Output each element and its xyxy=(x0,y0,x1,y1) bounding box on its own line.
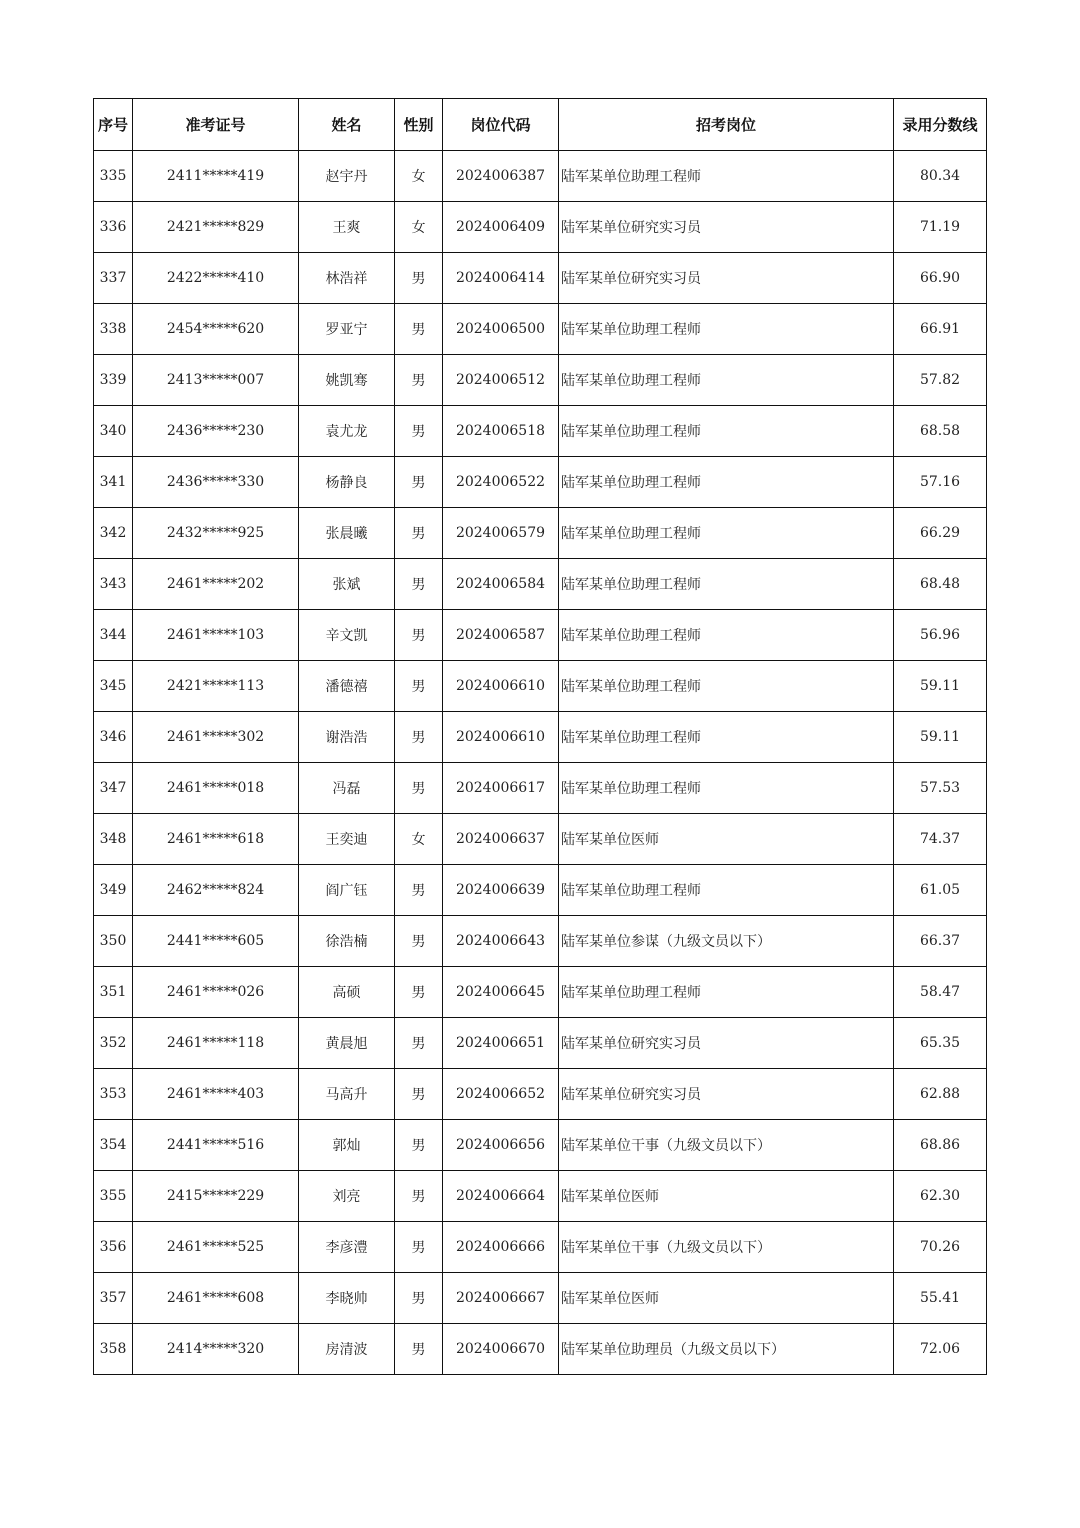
cell-gender: 男 xyxy=(395,1120,443,1171)
cell-post: 陆军某单位助理工程师 xyxy=(559,508,894,559)
cell-gender: 男 xyxy=(395,559,443,610)
cell-post-code: 2024006522 xyxy=(443,457,559,508)
cell-score: 55.41 xyxy=(894,1273,987,1324)
table-row xyxy=(94,1324,987,1375)
cell-exam-id: 2454*****620 xyxy=(133,304,299,355)
cell-post: 陆军某单位研究实习员 xyxy=(559,253,894,304)
cell-post: 陆军某单位助理工程师 xyxy=(559,661,894,712)
table-row xyxy=(94,712,987,763)
cell-name: 张晨曦 xyxy=(299,508,395,559)
cell-gender: 男 xyxy=(395,967,443,1018)
cell-score: 70.26 xyxy=(894,1222,987,1273)
table-row xyxy=(94,865,987,916)
cell-exam-id: 2441*****605 xyxy=(133,916,299,967)
cell-score: 68.48 xyxy=(894,559,987,610)
cell-gender: 男 xyxy=(395,1018,443,1069)
header-name: 姓名 xyxy=(299,99,395,151)
cell-post-code: 2024006652 xyxy=(443,1069,559,1120)
cell-name: 王奕迪 xyxy=(299,814,395,865)
cell-serial: 351 xyxy=(94,967,133,1018)
cell-post-code: 2024006500 xyxy=(443,304,559,355)
cell-gender: 男 xyxy=(395,406,443,457)
cell-exam-id: 2415*****229 xyxy=(133,1171,299,1222)
table-row xyxy=(94,457,987,508)
cell-serial: 340 xyxy=(94,406,133,457)
cell-gender: 男 xyxy=(395,763,443,814)
cell-post: 陆军某单位助理工程师 xyxy=(559,967,894,1018)
cell-score: 68.58 xyxy=(894,406,987,457)
cell-name: 刘亮 xyxy=(299,1171,395,1222)
cell-gender: 女 xyxy=(395,202,443,253)
cell-post: 陆军某单位助理工程师 xyxy=(559,865,894,916)
cell-score: 72.06 xyxy=(894,1324,987,1375)
cell-post: 陆军某单位助理工程师 xyxy=(559,712,894,763)
cell-name: 赵宇丹 xyxy=(299,151,395,202)
cell-serial: 338 xyxy=(94,304,133,355)
cell-exam-id: 2461*****103 xyxy=(133,610,299,661)
cell-post-code: 2024006637 xyxy=(443,814,559,865)
cell-name: 姚凯骞 xyxy=(299,355,395,406)
table-row xyxy=(94,253,987,304)
cell-post: 陆军某单位助理工程师 xyxy=(559,406,894,457)
cell-gender: 女 xyxy=(395,814,443,865)
cell-serial: 355 xyxy=(94,1171,133,1222)
cell-gender: 男 xyxy=(395,712,443,763)
table-row xyxy=(94,610,987,661)
table-row xyxy=(94,661,987,712)
cell-score: 56.96 xyxy=(894,610,987,661)
cell-post: 陆军某单位医师 xyxy=(559,814,894,865)
cell-gender: 男 xyxy=(395,355,443,406)
cell-exam-id: 2414*****320 xyxy=(133,1324,299,1375)
cell-post-code: 2024006587 xyxy=(443,610,559,661)
cell-exam-id: 2436*****330 xyxy=(133,457,299,508)
table-row xyxy=(94,763,987,814)
cell-serial: 335 xyxy=(94,151,133,202)
cell-serial: 341 xyxy=(94,457,133,508)
table-row xyxy=(94,1120,987,1171)
table-row xyxy=(94,304,987,355)
cell-serial: 339 xyxy=(94,355,133,406)
cell-serial: 344 xyxy=(94,610,133,661)
table-header xyxy=(94,99,987,151)
results-table xyxy=(93,98,987,1375)
cell-exam-id: 2441*****516 xyxy=(133,1120,299,1171)
cell-exam-id: 2461*****403 xyxy=(133,1069,299,1120)
cell-serial: 353 xyxy=(94,1069,133,1120)
cell-post-code: 2024006414 xyxy=(443,253,559,304)
table-row xyxy=(94,355,987,406)
cell-gender: 男 xyxy=(395,610,443,661)
cell-post-code: 2024006512 xyxy=(443,355,559,406)
header-serial: 序号 xyxy=(94,99,133,151)
cell-name: 房清波 xyxy=(299,1324,395,1375)
cell-serial: 349 xyxy=(94,865,133,916)
cell-serial: 357 xyxy=(94,1273,133,1324)
cell-post: 陆军某单位助理工程师 xyxy=(559,610,894,661)
table-row xyxy=(94,814,987,865)
table-row xyxy=(94,1171,987,1222)
table-row xyxy=(94,1222,987,1273)
cell-name: 黄晨旭 xyxy=(299,1018,395,1069)
cell-name: 李彦澧 xyxy=(299,1222,395,1273)
cell-gender: 男 xyxy=(395,661,443,712)
cell-name: 阎广钰 xyxy=(299,865,395,916)
cell-serial: 346 xyxy=(94,712,133,763)
table-row xyxy=(94,508,987,559)
cell-name: 谢浩浩 xyxy=(299,712,395,763)
cell-post: 陆军某单位干事（九级文员以下） xyxy=(559,1222,894,1273)
cell-serial: 348 xyxy=(94,814,133,865)
cell-score: 74.37 xyxy=(894,814,987,865)
cell-serial: 337 xyxy=(94,253,133,304)
header-score: 录用分数线 xyxy=(894,99,987,151)
header-gender: 性别 xyxy=(395,99,443,151)
cell-gender: 男 xyxy=(395,916,443,967)
cell-post-code: 2024006617 xyxy=(443,763,559,814)
cell-post: 陆军某单位助理工程师 xyxy=(559,763,894,814)
cell-serial: 343 xyxy=(94,559,133,610)
cell-post: 陆军某单位研究实习员 xyxy=(559,1069,894,1120)
cell-name: 张斌 xyxy=(299,559,395,610)
cell-post: 陆军某单位参谋（九级文员以下） xyxy=(559,916,894,967)
cell-post-code: 2024006643 xyxy=(443,916,559,967)
cell-exam-id: 2461*****018 xyxy=(133,763,299,814)
cell-serial: 352 xyxy=(94,1018,133,1069)
cell-exam-id: 2461*****202 xyxy=(133,559,299,610)
table-row xyxy=(94,559,987,610)
cell-post-code: 2024006518 xyxy=(443,406,559,457)
cell-exam-id: 2461*****608 xyxy=(133,1273,299,1324)
cell-serial: 354 xyxy=(94,1120,133,1171)
cell-serial: 342 xyxy=(94,508,133,559)
cell-post-code: 2024006610 xyxy=(443,661,559,712)
cell-post-code: 2024006667 xyxy=(443,1273,559,1324)
cell-post-code: 2024006409 xyxy=(443,202,559,253)
cell-exam-id: 2432*****925 xyxy=(133,508,299,559)
cell-score: 59.11 xyxy=(894,712,987,763)
cell-exam-id: 2421*****113 xyxy=(133,661,299,712)
cell-gender: 男 xyxy=(395,253,443,304)
cell-score: 65.35 xyxy=(894,1018,987,1069)
cell-score: 58.47 xyxy=(894,967,987,1018)
cell-score: 66.29 xyxy=(894,508,987,559)
cell-post: 陆军某单位助理工程师 xyxy=(559,457,894,508)
cell-name: 马高升 xyxy=(299,1069,395,1120)
cell-exam-id: 2461*****302 xyxy=(133,712,299,763)
table-row xyxy=(94,1069,987,1120)
table-body xyxy=(94,151,987,1375)
cell-serial: 345 xyxy=(94,661,133,712)
header-post: 招考岗位 xyxy=(559,99,894,151)
cell-post: 陆军某单位研究实习员 xyxy=(559,1018,894,1069)
table-row xyxy=(94,1273,987,1324)
cell-name: 王爽 xyxy=(299,202,395,253)
cell-score: 71.19 xyxy=(894,202,987,253)
cell-score: 80.34 xyxy=(894,151,987,202)
cell-score: 59.11 xyxy=(894,661,987,712)
cell-gender: 女 xyxy=(395,151,443,202)
cell-post: 陆军某单位助理工程师 xyxy=(559,304,894,355)
table-row xyxy=(94,151,987,202)
cell-post: 陆军某单位研究实习员 xyxy=(559,202,894,253)
header-exam-id: 准考证号 xyxy=(133,99,299,151)
cell-post-code: 2024006666 xyxy=(443,1222,559,1273)
cell-exam-id: 2411*****419 xyxy=(133,151,299,202)
header-row xyxy=(94,99,987,151)
table-row xyxy=(94,406,987,457)
cell-post: 陆军某单位医师 xyxy=(559,1273,894,1324)
header-post-code: 岗位代码 xyxy=(443,99,559,151)
cell-post-code: 2024006584 xyxy=(443,559,559,610)
cell-gender: 男 xyxy=(395,1324,443,1375)
cell-post: 陆军某单位助理员（九级文员以下） xyxy=(559,1324,894,1375)
cell-name: 李晓帅 xyxy=(299,1273,395,1324)
cell-score: 66.37 xyxy=(894,916,987,967)
cell-post-code: 2024006670 xyxy=(443,1324,559,1375)
cell-post-code: 2024006610 xyxy=(443,712,559,763)
cell-gender: 男 xyxy=(395,1222,443,1273)
cell-serial: 358 xyxy=(94,1324,133,1375)
cell-gender: 男 xyxy=(395,865,443,916)
cell-post: 陆军某单位助理工程师 xyxy=(559,355,894,406)
cell-post-code: 2024006651 xyxy=(443,1018,559,1069)
cell-serial: 336 xyxy=(94,202,133,253)
cell-score: 62.30 xyxy=(894,1171,987,1222)
cell-serial: 350 xyxy=(94,916,133,967)
cell-name: 林浩祥 xyxy=(299,253,395,304)
cell-serial: 356 xyxy=(94,1222,133,1273)
cell-post: 陆军某单位助理工程师 xyxy=(559,151,894,202)
cell-post-code: 2024006387 xyxy=(443,151,559,202)
cell-score: 66.91 xyxy=(894,304,987,355)
table-row xyxy=(94,916,987,967)
cell-post-code: 2024006664 xyxy=(443,1171,559,1222)
cell-gender: 男 xyxy=(395,457,443,508)
cell-name: 辛文凯 xyxy=(299,610,395,661)
cell-score: 66.90 xyxy=(894,253,987,304)
cell-score: 68.86 xyxy=(894,1120,987,1171)
cell-exam-id: 2413*****007 xyxy=(133,355,299,406)
cell-name: 罗亚宁 xyxy=(299,304,395,355)
cell-exam-id: 2461*****118 xyxy=(133,1018,299,1069)
cell-score: 57.16 xyxy=(894,457,987,508)
cell-name: 郭灿 xyxy=(299,1120,395,1171)
cell-name: 冯磊 xyxy=(299,763,395,814)
cell-post-code: 2024006639 xyxy=(443,865,559,916)
cell-post-code: 2024006579 xyxy=(443,508,559,559)
cell-post-code: 2024006645 xyxy=(443,967,559,1018)
cell-gender: 男 xyxy=(395,1273,443,1324)
cell-post-code: 2024006656 xyxy=(443,1120,559,1171)
cell-gender: 男 xyxy=(395,304,443,355)
table-row xyxy=(94,202,987,253)
cell-exam-id: 2462*****824 xyxy=(133,865,299,916)
table-row xyxy=(94,967,987,1018)
cell-name: 高硕 xyxy=(299,967,395,1018)
cell-exam-id: 2461*****026 xyxy=(133,967,299,1018)
cell-serial: 347 xyxy=(94,763,133,814)
cell-name: 潘德禧 xyxy=(299,661,395,712)
cell-score: 57.82 xyxy=(894,355,987,406)
cell-exam-id: 2422*****410 xyxy=(133,253,299,304)
cell-exam-id: 2461*****618 xyxy=(133,814,299,865)
cell-exam-id: 2421*****829 xyxy=(133,202,299,253)
cell-score: 57.53 xyxy=(894,763,987,814)
cell-gender: 男 xyxy=(395,508,443,559)
cell-post: 陆军某单位干事（九级文员以下） xyxy=(559,1120,894,1171)
cell-exam-id: 2436*****230 xyxy=(133,406,299,457)
cell-name: 徐浩楠 xyxy=(299,916,395,967)
cell-post: 陆军某单位医师 xyxy=(559,1171,894,1222)
cell-exam-id: 2461*****525 xyxy=(133,1222,299,1273)
cell-name: 袁尤龙 xyxy=(299,406,395,457)
cell-score: 62.88 xyxy=(894,1069,987,1120)
cell-post: 陆军某单位助理工程师 xyxy=(559,559,894,610)
cell-name: 杨静良 xyxy=(299,457,395,508)
cell-gender: 男 xyxy=(395,1171,443,1222)
table-row xyxy=(94,1018,987,1069)
cell-score: 61.05 xyxy=(894,865,987,916)
cell-gender: 男 xyxy=(395,1069,443,1120)
